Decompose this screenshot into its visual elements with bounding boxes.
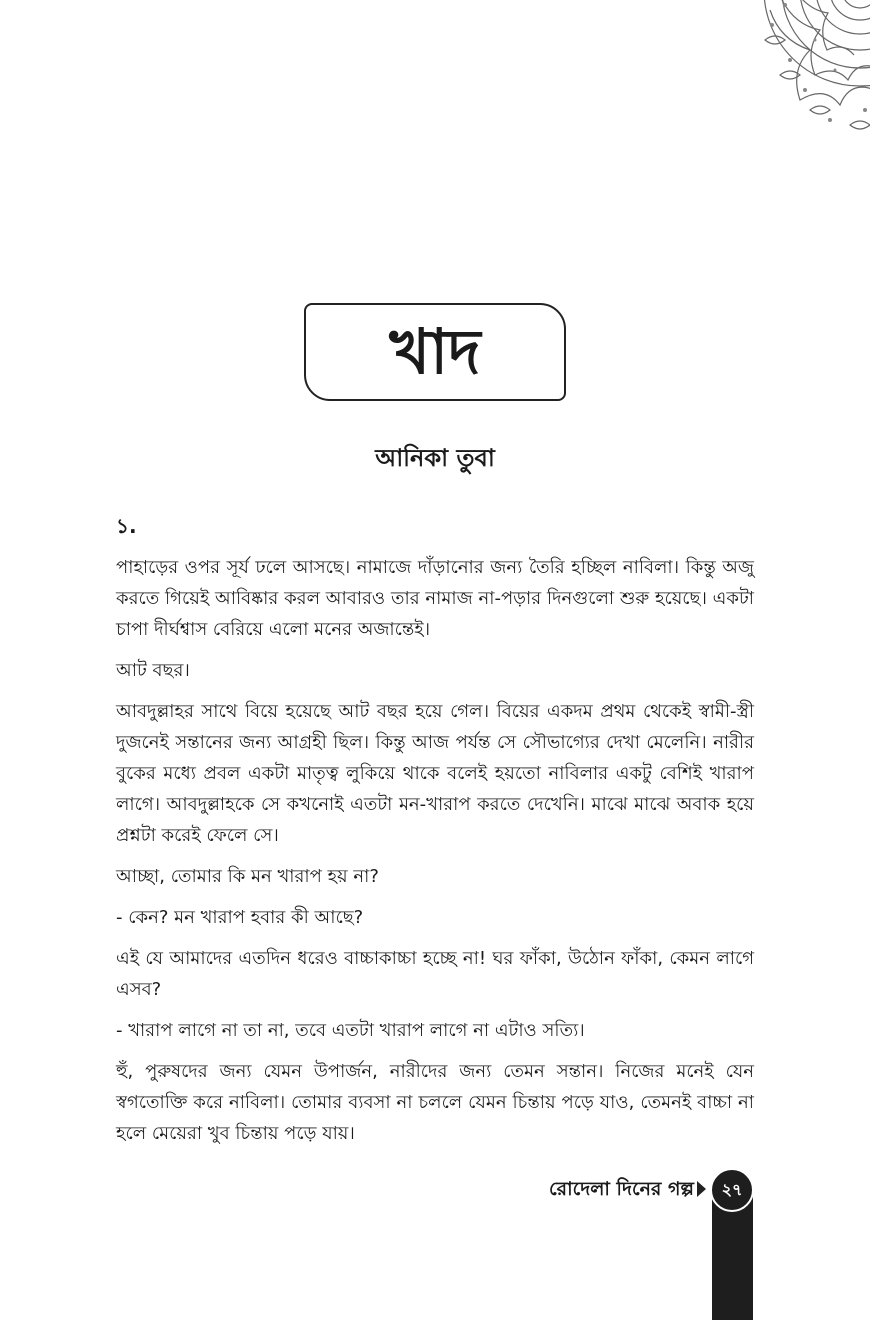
page-number: ২৭ [721, 1179, 743, 1199]
arrow-right-icon [697, 1181, 706, 1197]
mandala-ornament-icon [710, 0, 870, 140]
paragraph: - খারাপ লাগে না তা না, তবে এতটা খারাপ লাগে না এটাও সত্যি। [116, 1020, 585, 1041]
book-title: রোদেলা দিনের গল্প [548, 1178, 694, 1200]
paragraph: আবদুল্লাহর সাথে বিয়ে হয়েছে আট বছর হয়ে গেল। বিয়ের একদম প্রথম থেকেই স্বামী-স্ত্রী দুজনেই সন্তানের জন্য আগ্রহী ছিল। কিন্তু আজ পর্যন্ত সে সৌভাগ্যের দেখা মেলেনি। নারীর বুকের মধ্যে প্রবল একটা মাতৃত্ব লুকিয়ে থাকে বলেই হয়তো নাবিলার একটু বেশিই খারাপ লাগে। আবদুল্লাহকে সে কখনোই এতটা মন-খারাপ করতে দেখেনি। মাঝে মাঝে অবাক হয়ে প্রশ্নটা করেই ফেলে সে। [116, 701, 754, 846]
paragraph: - কেন? মন খারাপ হবার কী আছে? [116, 907, 364, 928]
chapter-title: খাদ [389, 315, 481, 388]
paragraph: এই যে আমাদের এতদিন ধরেও বাচ্চাকাচ্চা হচ্ছে না! ঘর ফাঁকা, উঠোন ফাঁকা, কেমন লাগে এসব? [116, 948, 754, 1000]
chapter-body [116, 552, 754, 1159]
paragraph: আচ্ছা, তোমার কি মন খারাপ হয় না? [116, 866, 379, 887]
paragraph: হুঁ, পুরুষদের জন্য যেমন উপার্জন, নারীদের জন্য তেমন সন্তান। নিজের মনেই যেন স্বগতোক্তি করে নাবিলা। তোমার ব্যবসা না চললে যেমন চিন্তায় পড়ে যাও, তেমনই বাচ্চা না হলে মেয়েরা খুব চিন্তায় পড়ে যায়। [116, 1061, 754, 1144]
author-name: আনিকা তুবা [375, 444, 495, 472]
chapter-title-box [304, 303, 566, 401]
paragraph: পাহাড়ের ওপর সূর্য ঢলে আসছে। নামাজে দাঁড়ানোর জন্য তৈরি হচ্ছিল নাবিলা। কিন্তু অজু করতে গিয়েই আবিষ্কার করল আবারও তার নামাজ না-পড়ার দিনগুলো শুরু হয়েছে। একটা চাপা দীর্ঘশ্বাস বেরিয়ে এলো মনের অজান্তেই। [116, 557, 754, 640]
paragraph: আট বছর। [116, 660, 190, 681]
section-number: ১. [116, 514, 137, 538]
page-number-badge [710, 1168, 754, 1212]
